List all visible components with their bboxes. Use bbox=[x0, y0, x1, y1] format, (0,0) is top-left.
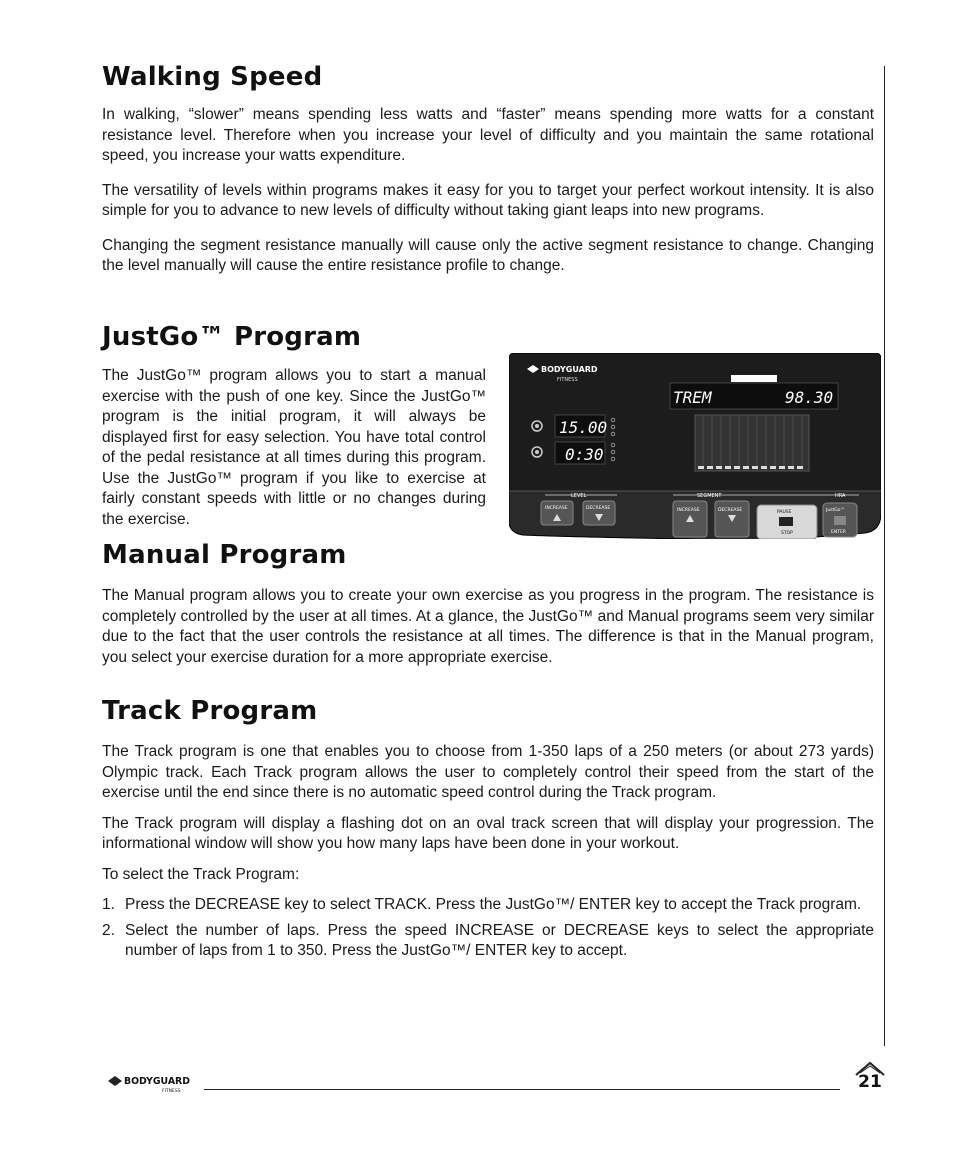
level-decrease-label: DECREASE bbox=[586, 506, 611, 511]
page-number-badge bbox=[852, 1060, 888, 1094]
manual-paragraph: The Manual program allows you to create your own exercise as you progress in the program. The resistance is completely controlled by the user at all times. At a glance, the JustGo™ and Manual programs seem very similar due to the fact that the user controls the resistance at all times. The difference is that in the Manual program, you select your exercise duration for a more appropriate exercise. bbox=[102, 587, 874, 666]
segment-increase-button[interactable] bbox=[673, 501, 707, 537]
level-decrease-button[interactable] bbox=[583, 501, 615, 525]
footer-brand-sub: FITNESS bbox=[162, 1089, 181, 1094]
walking-paragraph-3: Changing the segment resistance manually will cause only the active segment resistance to change. Changing the level manually will cause the entire resistance profile to change. bbox=[102, 236, 874, 274]
list-item bbox=[102, 895, 874, 916]
track-heading: Track Program bbox=[102, 696, 318, 726]
level-group-label: LEVEL bbox=[571, 493, 587, 499]
track-paragraph-1: The Track program is one that enables you to choose from 1-350 laps of a 250 meters (or about 273 yards) Olympic track. Each Track program allows the user to completely control their speed from the start of the exercise until the end since there is no automatic speed control during the Track program. bbox=[102, 743, 874, 801]
justgo-paragraph: The JustGo™ program allows you to start a manual exercise with the push of one key. Since the JustGo™ program is the initial program, it will always be displayed first for easy selection. You have total control of the pedal resistance at all times during this program. Use the JustGo™ program if you like to exercise at fairly constant speeds with little or no changes during the exercise. bbox=[102, 367, 486, 528]
justgo-section bbox=[102, 322, 486, 530]
walking-speed-heading: Walking Speed bbox=[102, 62, 323, 92]
track-paragraph-2: The Track program will display a flashing dot on an oval track screen that will display your progression. The informational window will show you how many laps have been done in your workout. bbox=[102, 814, 874, 852]
footer-brand-logo bbox=[106, 1071, 196, 1095]
level-increase-label: INCREASE bbox=[545, 506, 568, 511]
console-brand-sub: FITNESS bbox=[557, 377, 578, 383]
step-number: 2. bbox=[102, 921, 115, 939]
walking-paragraph-2: The versatility of levels within programs makes it easy for you to target your perfect workout intensity. It is also simple for you to advance to new levels of difficulty without taking giant leaps into new programs. bbox=[102, 181, 874, 219]
justgo-enter-button[interactable] bbox=[823, 503, 857, 537]
walking-speed-section bbox=[102, 62, 874, 291]
step-text: Select the number of laps. Press the speed INCREASE or DECREASE keys to select the appropriate number of laps from 1 to 350. Press the JustGo™/ ENTER key to accept. bbox=[125, 921, 874, 959]
segment-group-label: SEGMENT bbox=[697, 493, 722, 499]
display-message-left: TREM bbox=[673, 388, 712, 407]
track-section bbox=[102, 696, 874, 967]
enter-label: ENTER bbox=[831, 530, 846, 535]
track-steps-list bbox=[102, 895, 874, 962]
footer-rule bbox=[204, 1089, 840, 1090]
vertical-margin-rule bbox=[884, 66, 885, 1046]
step-text: Press the DECREASE key to select TRACK. Press the JustGo™/ ENTER key to accept the Track program. bbox=[125, 896, 862, 913]
manual-section bbox=[102, 540, 874, 668]
segment-decrease-button[interactable] bbox=[715, 501, 749, 537]
list-item bbox=[102, 921, 874, 962]
hra-group-label: HRA bbox=[835, 493, 846, 499]
console-illustration bbox=[509, 353, 881, 539]
level-increase-button[interactable] bbox=[541, 501, 573, 525]
display-message-right: 98.30 bbox=[785, 388, 834, 407]
segment-decrease-label: DECREASE bbox=[718, 508, 743, 513]
walking-paragraph-1: In walking, “slower” means spending less watts and “faster” means spending more watts for a constant resistance level. Therefore when you increase your level of difficulty and you maintain the same rotational speed, you increase your watts expenditure. bbox=[102, 106, 874, 164]
track-steps-intro: To select the Track Program: bbox=[102, 865, 300, 883]
page-number: 21 bbox=[858, 1072, 882, 1092]
justgo-heading: JustGo™ Program bbox=[102, 322, 362, 352]
justgo-label: JustGo™ bbox=[826, 508, 846, 513]
pause-label: PAUSE bbox=[777, 510, 792, 515]
pause-stop-button[interactable] bbox=[757, 505, 817, 539]
segment-increase-label: INCREASE bbox=[677, 508, 700, 513]
footer-brand: BODYGUARD bbox=[124, 1076, 190, 1087]
manual-heading: Manual Program bbox=[102, 540, 347, 570]
stop-label: STOP bbox=[781, 531, 793, 536]
readout-speed: 15.00 bbox=[559, 418, 608, 437]
step-number: 1. bbox=[102, 896, 115, 913]
readout-time: 0:30 bbox=[565, 445, 604, 464]
console-brand: BODYGUARD bbox=[541, 365, 598, 374]
